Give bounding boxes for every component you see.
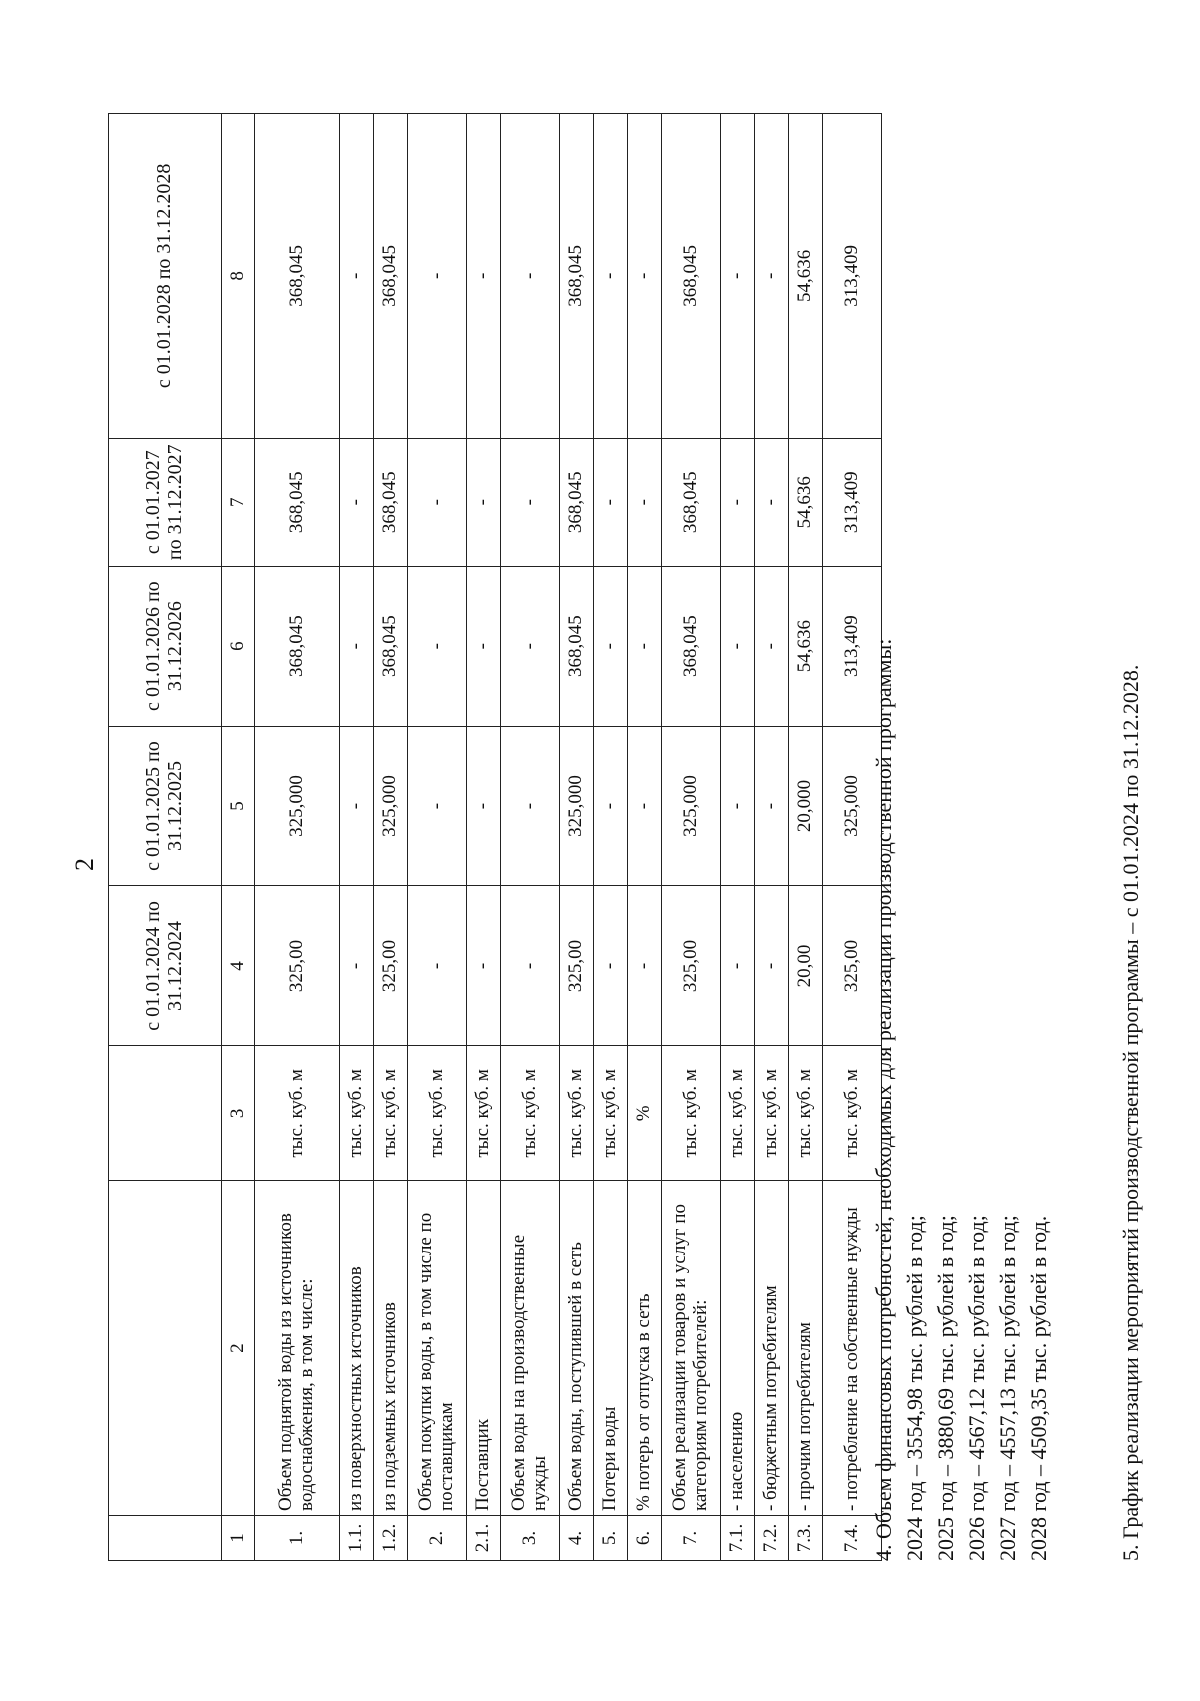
table-cell: тыс. куб. м xyxy=(823,1046,882,1181)
table-cell: 4 xyxy=(222,886,255,1046)
table-header-row xyxy=(109,114,222,1561)
table-cell: 368,045 xyxy=(662,566,721,726)
table-cell: - xyxy=(594,726,628,886)
table-cell: 2. xyxy=(408,1516,467,1561)
table-cell: тыс. куб. м xyxy=(467,1046,501,1181)
table-cell: тыс. куб. м xyxy=(721,1046,755,1181)
table-cell: % потерь от отпуска в сеть xyxy=(628,1181,662,1516)
table-cell: - xyxy=(408,726,467,886)
table-cell: - xyxy=(408,566,467,726)
table-cell: Объем поднятой воды из источников водоснабжения, в том числе: xyxy=(255,1181,340,1516)
table-cell: - xyxy=(755,566,789,726)
table-row xyxy=(662,114,721,1561)
table-row xyxy=(255,114,340,1561)
table-cell: тыс. куб. м xyxy=(501,1046,560,1181)
table-cell: - xyxy=(721,726,755,886)
table-cell: Потери воды xyxy=(594,1181,628,1516)
table-cell: 1.2. xyxy=(374,1516,408,1561)
table-cell: 368,045 xyxy=(374,438,408,566)
table-cell: - xyxy=(467,886,501,1046)
table-cell: - бюджетным потребителям xyxy=(755,1181,789,1516)
table-cell: 6. xyxy=(628,1516,662,1561)
table-cell: 325,000 xyxy=(255,726,340,886)
table-cell: 325,00 xyxy=(823,886,882,1046)
table-cell: - xyxy=(721,438,755,566)
table-cell: 368,045 xyxy=(374,114,408,439)
table-cell: тыс. куб. м xyxy=(594,1046,628,1181)
table-cell: 325,000 xyxy=(823,726,882,886)
table-cell xyxy=(109,1181,222,1516)
table-row xyxy=(374,114,408,1561)
table-cell: 7.1. xyxy=(721,1516,755,1561)
table-cell: Объем покупки воды, в том числе по поставщикам xyxy=(408,1181,467,1516)
table-cell: 8 xyxy=(222,114,255,439)
table-cell: 325,00 xyxy=(560,886,594,1046)
table-cell xyxy=(109,1516,222,1561)
table-cell: - xyxy=(408,114,467,439)
table-cell: 1 xyxy=(222,1516,255,1561)
financial-year-line: 2024 год – 3554,98 тыс. рублей в год; xyxy=(902,1215,927,1561)
table-cell: - xyxy=(594,566,628,726)
table-cell: 325,000 xyxy=(662,726,721,886)
table-cell: Объем воды на производственные нужды xyxy=(501,1181,560,1516)
table-cell: - прочим потребителям xyxy=(789,1181,823,1516)
table-cell: Объем реализации товаров и услуг по категориям потребителей: xyxy=(662,1181,721,1516)
table-cell: 325,00 xyxy=(255,886,340,1046)
table-cell: - xyxy=(755,438,789,566)
table-cell: - xyxy=(501,566,560,726)
financial-year-line: 2025 год – 3880,69 тыс. рублей в год; xyxy=(933,1215,958,1561)
table-cell: 3 xyxy=(222,1046,255,1181)
table-cell: - xyxy=(594,114,628,439)
table-cell: - xyxy=(340,726,374,886)
table-cell: % xyxy=(628,1046,662,1181)
table-cell: 4. xyxy=(560,1516,594,1561)
table-cell: - xyxy=(340,886,374,1046)
table-cell: тыс. куб. м xyxy=(560,1046,594,1181)
table-cell: 54,636 xyxy=(789,566,823,726)
table-row xyxy=(340,114,374,1561)
financial-year-line: 2026 год – 4567,12 тыс. рублей в год; xyxy=(964,1215,989,1561)
table-cell: 2.1. xyxy=(467,1516,501,1561)
table-cell xyxy=(109,1046,222,1181)
table-cell: 7.3. xyxy=(789,1516,823,1561)
table-cell: с 01.01.2027 по 31.12.2027 xyxy=(109,438,222,566)
table-cell: 7.2. xyxy=(755,1516,789,1561)
table-cell: 325,000 xyxy=(560,726,594,886)
table-row xyxy=(755,114,789,1561)
table-cell: тыс. куб. м xyxy=(789,1046,823,1181)
table-cell: - xyxy=(467,726,501,886)
table-cell: 368,045 xyxy=(662,438,721,566)
schedule-section: 5. График реализации мероприятий производственной программы – с 01.01.2024 по 31.12.2028. xyxy=(1118,664,1143,1561)
table-cell: 313,409 xyxy=(823,566,882,726)
table-cell: 368,045 xyxy=(560,566,594,726)
table-cell: - xyxy=(755,114,789,439)
table-cell: - xyxy=(628,438,662,566)
table-cell: из подземных источников xyxy=(374,1181,408,1516)
table-cell: - xyxy=(501,114,560,439)
table-cell: - xyxy=(594,886,628,1046)
table-cell: - xyxy=(408,886,467,1046)
table-cell: 1.1. xyxy=(340,1516,374,1561)
table-cell: - xyxy=(594,438,628,566)
table-cell: с 01.01.2024 по 31.12.2024 xyxy=(109,886,222,1046)
table-row xyxy=(721,114,755,1561)
table-cell: - xyxy=(755,886,789,1046)
table-cell: - xyxy=(721,886,755,1046)
table-cell: - xyxy=(501,438,560,566)
table-cell: 313,409 xyxy=(823,438,882,566)
financial-needs-heading: 4. Объем финансовых потребностей, необходимых для реализации производственной программы: xyxy=(871,638,896,1561)
table-cell: - xyxy=(628,886,662,1046)
table-row xyxy=(628,114,662,1561)
table-cell: 54,636 xyxy=(789,114,823,439)
table-cell: 368,045 xyxy=(560,438,594,566)
table-cell: с 01.01.2026 по 31.12.2026 xyxy=(109,566,222,726)
table-cell: тыс. куб. м xyxy=(340,1046,374,1181)
table-cell: - xyxy=(340,438,374,566)
table-column-numbers-row xyxy=(222,114,255,1561)
table-cell: - xyxy=(467,566,501,726)
table-cell: - населению xyxy=(721,1181,755,1516)
table-cell: 2 xyxy=(222,1181,255,1516)
table-cell: - xyxy=(467,114,501,439)
table-cell: 368,045 xyxy=(662,114,721,439)
table-cell: - xyxy=(628,114,662,439)
table-row xyxy=(560,114,594,1561)
financial-year-line: 2027 год – 4557,13 тыс. рублей в год; xyxy=(995,1215,1020,1561)
table-cell: тыс. куб. м xyxy=(374,1046,408,1181)
table-cell: - xyxy=(501,886,560,1046)
table-cell: 20,00 xyxy=(789,886,823,1046)
page-number: 2 xyxy=(70,858,99,871)
financial-needs-section xyxy=(868,639,1054,1561)
table-cell: - xyxy=(628,726,662,886)
table-cell: - xyxy=(467,438,501,566)
table-cell: 7.4. xyxy=(823,1516,882,1561)
production-program-table xyxy=(108,113,882,1561)
table-cell: - xyxy=(628,566,662,726)
table-cell: 5 xyxy=(222,726,255,886)
table-cell: Объем воды, поступившей в сеть xyxy=(560,1181,594,1516)
table-cell: 325,00 xyxy=(374,886,408,1046)
table-cell: - потребление на собственные нужды xyxy=(823,1181,882,1516)
table-cell: 1. xyxy=(255,1516,340,1561)
table-cell: с 01.01.2025 по 31.12.2025 xyxy=(109,726,222,886)
table-cell: 5. xyxy=(594,1516,628,1561)
table-cell: 368,045 xyxy=(255,566,340,726)
table-cell: 7. xyxy=(662,1516,721,1561)
table-cell: тыс. куб. м xyxy=(755,1046,789,1181)
table-cell: 6 xyxy=(222,566,255,726)
table-cell: тыс. куб. м xyxy=(662,1046,721,1181)
table-cell: 368,045 xyxy=(255,114,340,439)
table-cell: тыс. куб. м xyxy=(408,1046,467,1181)
table-cell: 54,636 xyxy=(789,438,823,566)
table-cell: - xyxy=(755,726,789,886)
table-cell: 325,00 xyxy=(662,886,721,1046)
table-cell: 368,045 xyxy=(255,438,340,566)
table-cell: - xyxy=(340,114,374,439)
table-row xyxy=(467,114,501,1561)
table-cell: - xyxy=(408,438,467,566)
table-cell: - xyxy=(721,114,755,439)
table-cell: 20,000 xyxy=(789,726,823,886)
table-cell: 368,045 xyxy=(560,114,594,439)
financial-year-line: 2028 год – 4509,35 тыс. рублей в год. xyxy=(1026,1215,1051,1561)
table-cell: с 01.01.2028 по 31.12.2028 xyxy=(109,114,222,439)
table-cell: - xyxy=(340,566,374,726)
table-cell: тыс. куб. м xyxy=(255,1046,340,1181)
table-row xyxy=(789,114,823,1561)
table-cell: 313,409 xyxy=(823,114,882,439)
table-cell: Поставщик xyxy=(467,1181,501,1516)
table-cell: - xyxy=(721,566,755,726)
table-row xyxy=(501,114,560,1561)
table-cell: из поверхностных источников xyxy=(340,1181,374,1516)
table-row xyxy=(408,114,467,1561)
table-row xyxy=(594,114,628,1561)
table-cell: 3. xyxy=(501,1516,560,1561)
table-cell: 7 xyxy=(222,438,255,566)
table-cell: - xyxy=(501,726,560,886)
table-cell: 368,045 xyxy=(374,566,408,726)
table-cell: 325,000 xyxy=(374,726,408,886)
